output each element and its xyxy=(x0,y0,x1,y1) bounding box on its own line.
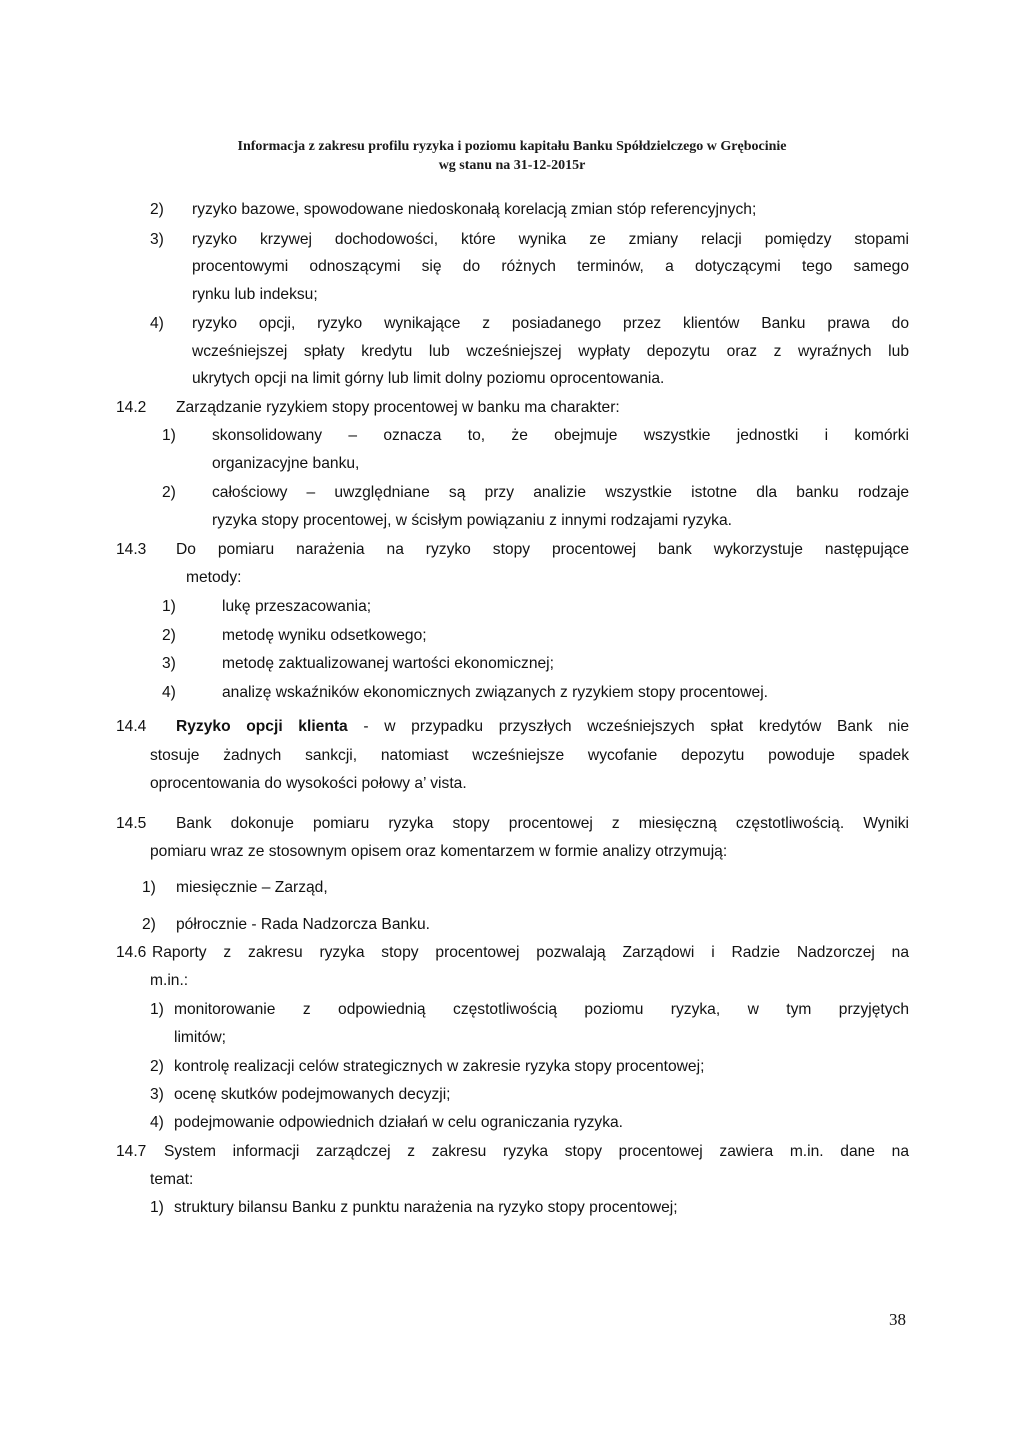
list-item-text: skonsolidowany – oznacza to, że obejmuje wszystkie jednostki i komórki xyxy=(212,427,909,444)
header-title: Informacja z zakresu profilu ryzyka i poziomu kapitału Banku Spółdzielczego w Grębocinie xyxy=(237,139,787,154)
list-item-text: półrocznie - Rada Nadzorcza Banku. xyxy=(176,916,430,933)
list-number: 1) xyxy=(162,598,176,615)
list-number: 2) xyxy=(162,484,176,501)
list-number: 2) xyxy=(150,201,164,218)
section-text: pomiaru wraz ze stosownym opisem oraz komentarzem w formie analizy otrzymują: xyxy=(150,843,728,860)
section-text: temat: xyxy=(150,1171,194,1188)
list-item-text: ukrytych opcji na limit górny lub limit dolny poziomu oprocentowania. xyxy=(192,370,665,387)
section-number: 14.4 xyxy=(116,718,147,735)
list-number: 3) xyxy=(150,231,164,248)
section-text: System informacji zarządczej z zakresu ryzyka stopy procentowej zawiera m.in. dane na xyxy=(164,1143,909,1160)
list-number: 2) xyxy=(142,916,156,933)
list-item-text: miesięcznie – Zarząd, xyxy=(176,879,328,896)
list-item-text: procentowymi odnoszącymi się do różnych terminów, a dotyczącymi tego samego xyxy=(192,258,909,275)
list-number: 2) xyxy=(150,1058,164,1075)
list-item-text: ryzyko krzywej dochodowości, które wynika ze zmiany relacji pomiędzy stopami xyxy=(192,231,909,248)
section-number: 14.5 xyxy=(116,815,147,832)
section-number: 14.7 xyxy=(116,1143,147,1160)
list-number: 4) xyxy=(162,684,176,701)
page-number: 38 xyxy=(889,1310,906,1329)
list-item-text: struktury bilansu Banku z punktu narażenia na ryzyko stopy procentowej; xyxy=(174,1199,678,1216)
list-item-text: ryzyka stopy procentowej, w ścisłym powiązaniu z innymi rodzajami ryzyka. xyxy=(212,512,732,529)
section-text: oprocentowania do wysokości połowy a’ vista. xyxy=(150,775,467,792)
list-number: 4) xyxy=(150,315,164,332)
list-item-text: podejmowanie odpowiednich działań w celu ograniczania ryzyka. xyxy=(174,1114,624,1131)
list-item-text: całościowy – uwzględniane są przy analizie wszystkie istotne dla banku rodzaje xyxy=(212,484,909,501)
list-item-text: rynku lub indeksu; xyxy=(192,286,318,303)
list-number: 1) xyxy=(150,1001,164,1018)
list-item-text: ocenę skutków podejmowanych decyzji; xyxy=(174,1086,451,1103)
list-item-text: organizacyjne banku, xyxy=(212,455,360,472)
section-text: Raporty z zakresu ryzyka stopy procentowej pozwalają Zarządowi i Radzie Nadzorczej na xyxy=(152,944,909,961)
page-header xyxy=(0,137,1024,175)
list-item-text: kontrolę realizacji celów strategicznych w zakresie ryzyka stopy procentowej; xyxy=(174,1058,705,1075)
list-item-text: wcześniejszej spłaty kredytu lub wcześniejszej wypłaty depozytu oraz z wyraźnych lub xyxy=(192,343,909,360)
section-text xyxy=(176,717,909,737)
list-item-text: metodę zaktualizowanej wartości ekonomicznej; xyxy=(222,655,554,672)
section-text: stosuje żadnych sankcji, natomiast wcześniejsze wycofanie depozytu powoduje spadek xyxy=(150,747,909,764)
list-item-text: monitorowanie z odpowiednią częstotliwością poziomu ryzyka, w tym przyjętych xyxy=(174,1001,909,1018)
section-lead-rest: - w przypadku przyszłych wcześniejszych spłat kredytów Bank nie xyxy=(347,718,909,735)
list-number: 1) xyxy=(150,1199,164,1216)
list-item-text: lukę przeszacowania; xyxy=(222,598,372,615)
list-item-text: metodę wyniku odsetkowego; xyxy=(222,627,427,644)
list-number: 2) xyxy=(162,627,176,644)
list-number: 3) xyxy=(162,655,176,672)
list-item-text: limitów; xyxy=(174,1029,226,1046)
section-number: 14.3 xyxy=(116,541,147,558)
header-date: wg stanu na 31-12-2015r xyxy=(438,158,586,173)
list-item-text: analizę wskaźników ekonomicznych związanych z ryzykiem stopy procentowej. xyxy=(222,684,769,701)
list-number: 4) xyxy=(150,1114,164,1131)
list-number: 3) xyxy=(150,1086,164,1103)
list-item-text: ryzyko bazowe, spowodowane niedoskonałą korelacją zmian stóp referencyjnych; xyxy=(192,201,757,218)
section-text: m.in.: xyxy=(150,972,189,989)
section-text: Do pomiaru narażenia na ryzyko stopy procentowej bank wykorzystuje następujące xyxy=(176,541,909,558)
list-number: 1) xyxy=(142,879,156,896)
section-lead: Ryzyko opcji klienta xyxy=(176,718,348,735)
list-number: 1) xyxy=(162,427,176,444)
list-item-text: ryzyko opcji, ryzyko wynikające z posiadanego przez klientów Banku prawa do xyxy=(192,315,909,332)
section-number: 14.2 xyxy=(116,399,147,416)
section-text: metody: xyxy=(186,569,242,586)
section-number: 14.6 xyxy=(116,944,147,961)
section-text: Bank dokonuje pomiaru ryzyka stopy procentowej z miesięczną częstotliwością. Wyniki xyxy=(176,815,909,832)
section-text: Zarządzanie ryzykiem stopy procentowej w banku ma charakter: xyxy=(176,399,620,416)
